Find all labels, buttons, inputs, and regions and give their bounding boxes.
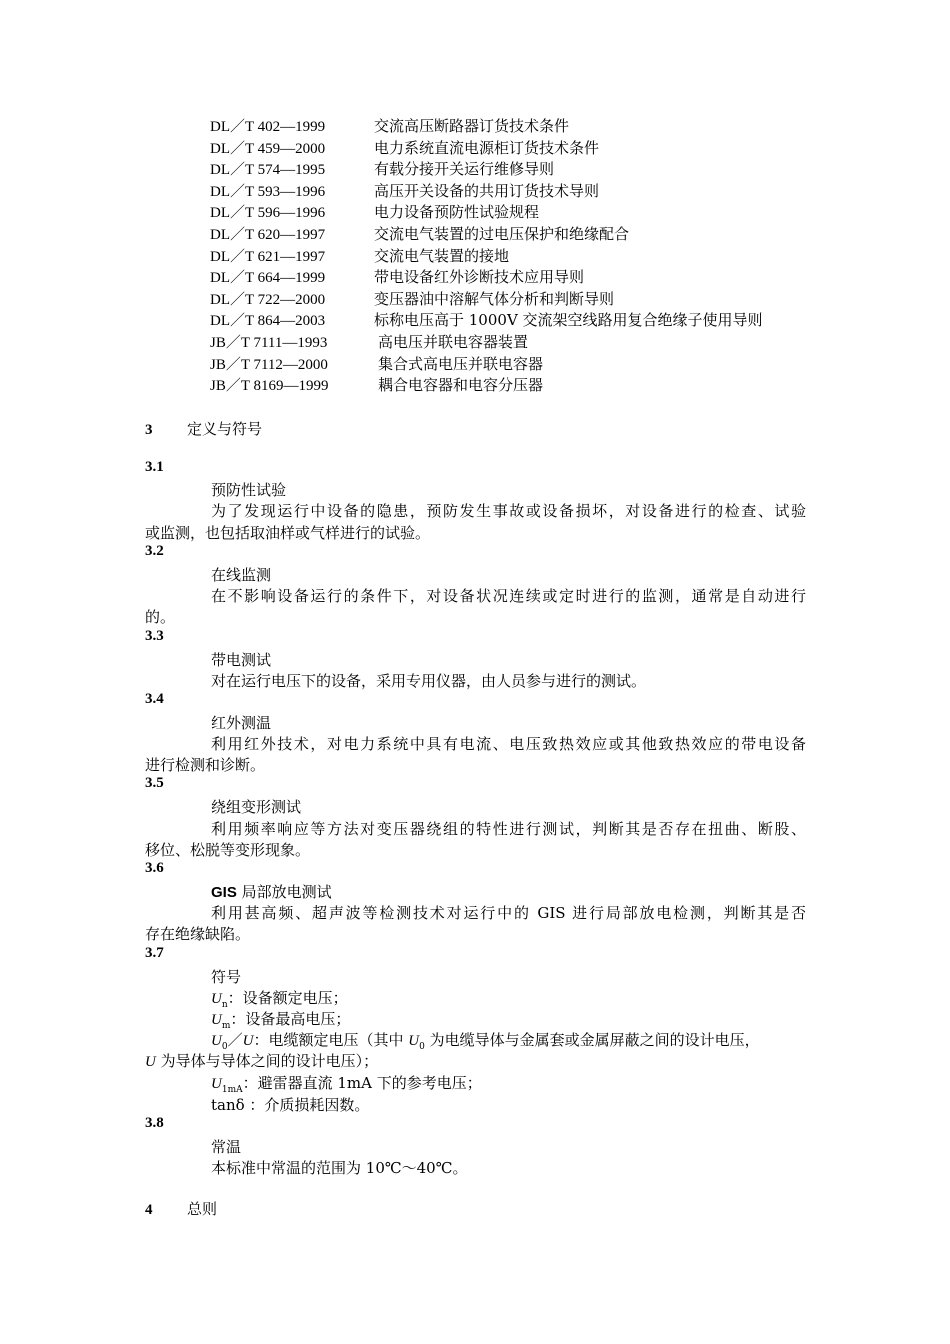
term-title-bold: GIS (211, 884, 237, 901)
reference-title: 电力设备预防性试验规程 (374, 203, 540, 222)
reference-title: 高压开关设备的共用订货技术导则 (374, 181, 600, 200)
term-title: 在线监测 (211, 566, 272, 584)
reference-item (210, 202, 763, 224)
symbol-un: $U_n$：设备额定电压； (211, 989, 348, 1010)
definition-text: 移位、松脱等变形现象。 (145, 841, 311, 859)
reference-code: DL／T 664—1999 (210, 270, 326, 287)
clause-number: 3.3 (145, 628, 164, 644)
reference-code: DL／T 864—2003 (210, 313, 326, 330)
reference-title: 标称电压高于 1000V 交流架空线路用复合绝缘子使用导则 (374, 311, 763, 330)
clause-number: 3.8 (145, 1115, 164, 1131)
reference-title: 耦合电容器和电容分压器 (378, 376, 544, 395)
term-title-rest: 局部放电测试 (236, 883, 332, 901)
symbol-u1ma: $U_{1mA}$：避雷器直流 1mA 下的参考电压； (211, 1074, 482, 1095)
reference-code: JB／T 7111—1993 (210, 334, 328, 351)
term-title: 绕组变形测试 (211, 798, 302, 816)
reference-title: 变压器油中溶解气体分析和判断导则 (374, 289, 615, 308)
reference-code: DL／T 722—2000 (210, 291, 326, 308)
symbol-u0-u: $U_0/U$：电缆额定电压（其中 $U_0$ 为电缆导体与金属套或金属屏蔽之间的设计电压， (211, 1031, 760, 1052)
reference-title: 高电压并联电容器装置 (378, 332, 529, 351)
reference-item (210, 375, 763, 397)
reference-title: 交流电气装置的过电压保护和绝缘配合 (374, 224, 630, 243)
reference-item (210, 289, 763, 311)
definition-text: 的。 (145, 608, 176, 626)
definition-text: 利用频率响应等方法对变压器绕组的特性进行测试，判断其是否存在扭曲、断股、 (211, 820, 806, 838)
clause-number: 3.4 (145, 691, 164, 707)
reference-item (210, 246, 763, 268)
section-4-heading (145, 1198, 217, 1219)
definition-text: 本标准中常温的范围为 10℃～40℃。 (211, 1159, 468, 1177)
reference-title: 交流高压断路器订货技术条件 (374, 117, 570, 135)
symbol-u0-u-cont: U 为导体与导体之间的设计电压）； (145, 1052, 379, 1070)
reference-item (210, 332, 763, 354)
clause-number: 3.5 (145, 775, 164, 791)
section-number: 3 (145, 422, 153, 438)
reference-title: 交流电气装置的接地 (374, 246, 510, 265)
reference-item (210, 138, 763, 160)
reference-title: 有载分接开关运行维修导则 (374, 160, 555, 179)
definition-text: 利用红外技术，对电力系统中具有电流、电压致热效应或其他致热效应的带电设备 (211, 735, 806, 753)
definition-text: 存在绝缘缺陷。 (145, 925, 251, 943)
reference-title: 带电设备红外诊断技术应用导则 (374, 268, 585, 287)
term-title: 预防性试验 (211, 481, 287, 499)
reference-code: DL／T 459—2000 (210, 140, 326, 157)
term-title (211, 881, 332, 902)
section-title: 总则 (187, 1200, 218, 1218)
reference-code: DL／T 593—1996 (210, 183, 326, 200)
definition-text: 利用甚高频、超声波等检测技术对运行中的 GIS 进行局部放电检测，判断其是否 (211, 904, 806, 922)
reference-title: 集合式高电压并联电容器 (378, 354, 544, 373)
reference-title: 电力系统直流电源柜订货技术条件 (374, 138, 600, 157)
section-3-heading (145, 418, 262, 439)
reference-item (210, 310, 763, 332)
definition-text: 对在运行电压下的设备，采用专用仪器，由人员参与进行的测试。 (211, 672, 647, 690)
definition-text: 或监测，也包括取油样或气样进行的试验。 (145, 524, 431, 542)
reference-code: DL／T 621—1997 (210, 248, 326, 265)
clause-number: 3.7 (145, 945, 164, 961)
reference-code: DL／T 574—1995 (210, 162, 326, 179)
reference-item (210, 267, 763, 289)
reference-code: JB／T 8169—1999 (210, 378, 329, 395)
reference-code: DL／T 402—1999 (210, 119, 326, 135)
definition-text: 为了发现运行中设备的隐患，预防发生事故或设备损坏，对设备进行的检查、试验 (211, 502, 806, 520)
section-number: 4 (145, 1202, 153, 1218)
definition-text: 进行检测和诊断。 (145, 756, 266, 774)
symbol-tan-delta: tanδ ：介质损耗因数。 (211, 1096, 370, 1114)
clause-number: 3.2 (145, 543, 164, 559)
term-title: 红外测温 (211, 714, 272, 732)
reference-item (210, 181, 763, 203)
reference-code: DL／T 620—1997 (210, 226, 326, 243)
clause-number: 3.6 (145, 860, 164, 876)
reference-item (210, 224, 763, 246)
reference-item (210, 354, 763, 376)
term-title: 带电测试 (211, 651, 272, 669)
reference-code: DL／T 596—1996 (210, 205, 326, 222)
term-title: 符号 (211, 968, 242, 986)
definition-text: 在不影响设备运行的条件下，对设备状况连续或定时进行的监测，通常是自动进行 (211, 587, 806, 605)
term-title: 常温 (211, 1138, 242, 1156)
normative-references-list (210, 116, 763, 397)
reference-item (210, 159, 763, 181)
reference-item (210, 116, 763, 138)
reference-code: JB／T 7112—2000 (210, 356, 328, 373)
clause-number: 3.1 (145, 459, 164, 475)
symbol-um: $U_m$：设备最高电压； (211, 1010, 351, 1031)
section-title: 定义与符号 (187, 420, 263, 438)
